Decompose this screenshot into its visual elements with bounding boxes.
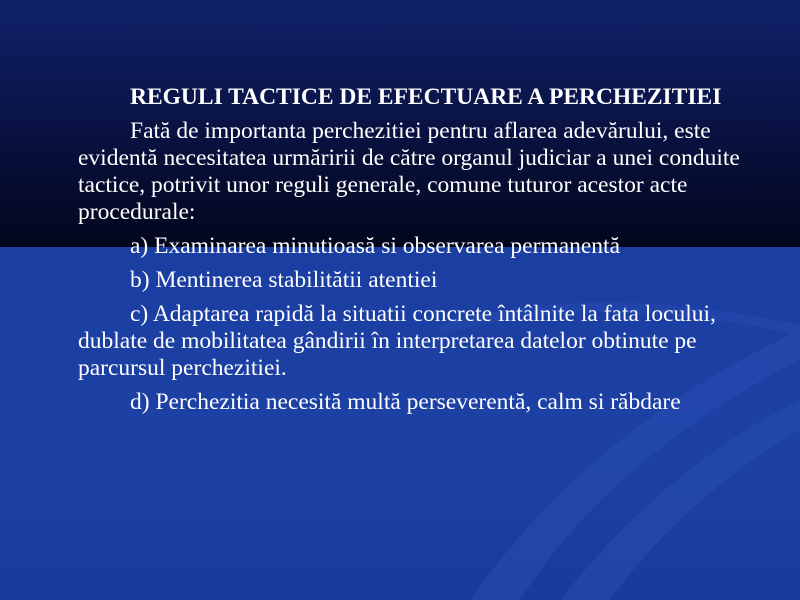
rule-item-d: d) Perchezitia necesită multă perseverentă, calm si răbdare bbox=[130, 389, 681, 415]
intro-paragraph: Fată de importanta perchezitiei pentru aflarea adevărului, este evidentă necesitatea urmăririi de către organul judiciar a unei conduite tactice, potrivit unor reguli generale, comune tuturor acestor acte procedurale: bbox=[78, 118, 740, 225]
rule-item-b: b) Mentinerea stabilitătii atentiei bbox=[130, 267, 438, 293]
rule-item-c: c) Adaptarea rapidă la situatii concrete întâlnite la fata locului, dublate de mobilitatea gândirii în interpretarea datelor obtinute pe parcursul perchezitiei. bbox=[78, 301, 716, 381]
slide-title: REGULI TACTICE DE EFECTUARE A PERCHEZITIEI bbox=[130, 84, 722, 110]
rule-item-a: a) Examinarea minutioasă si observarea permanentă bbox=[130, 233, 621, 259]
slide-content bbox=[78, 84, 768, 423]
